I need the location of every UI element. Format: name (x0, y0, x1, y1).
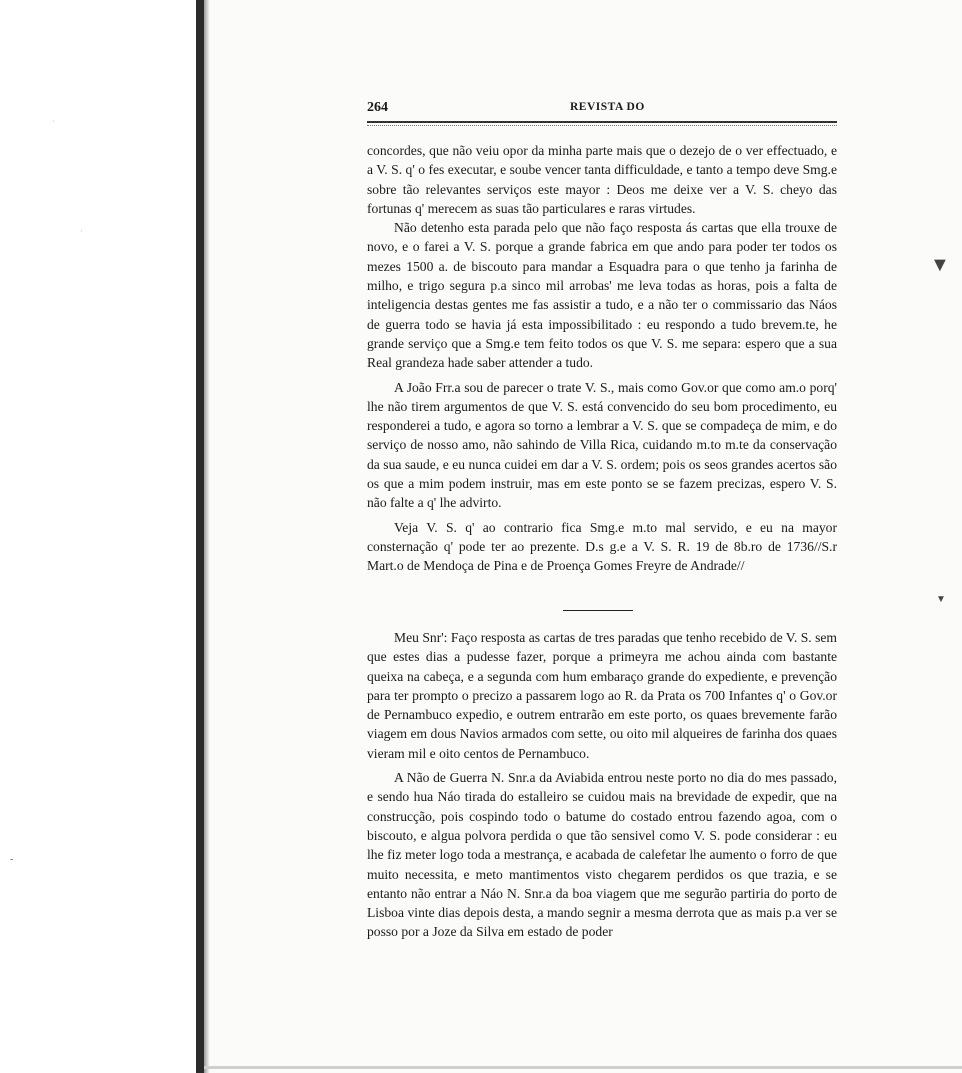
book-gutter-shadow (196, 0, 204, 1073)
paragraph: Não detenho esta parada pelo que não faço resposta ás cartas que ella trouxe de novo, e o farei a V. S. porque a grande fabrica em que ando para poder ter todos os mezes 1500 a. de biscouto para mandar a Esquadra para o que tenho ja farinha de milho, e trigo segura p.a sinco mil arrobas' me leva todas as horas, pois a falta de inteligencia destas gentes me fas assistir a tudo, e a não ter o commissario das Náos de guerra todo se havia já esta impossibilitado : eu respondo a tudo brevem.te, he grande serviço que a Smg.e tem feito todos os que V. S. me separa: espero que a sua Real grandeza hade saber attender a tudo. (367, 220, 837, 371)
text-block-letter-end (367, 141, 837, 576)
paragraph: Veja V. S. q' ao contrario fica Smg.e m.to mal servido, e eu na mayor consternação q' pode ter ao prezente. D.s g.e a V. S. R. 19 de 8b.ro de 1736//S.r Mart.o de Mendoça de Pina e de Proença Gomes Freyre de Andrade// (367, 519, 837, 574)
paragraph: concordes, que não veiu opor da minha parte mais que o dezejo de o ver effectuado, e a V. S. q' o fes executar, e soube vencer tanta difficuldade, e tanto a tempo deve Smg.e sobre tão relevantes serviços este mayor : Deos me deixe ver a V. S. cheyo das fortunas q' merecem as suas tão particulares e raras virtudes. (367, 143, 837, 216)
paragraph: Meu Snr': Faço resposta as cartas de tres paradas que tenho recebido de V. S. sem que estes dias a pudesse fazer, porque a primeyra me achou ainda com bastante queixa na cabeça, e a segunda com hum embaraço grande do expediente, e prevenção para ter prompto o precizo a passarem logo ao R. da Prata os 700 Infantes q' o Gov.or de Pernambuco expedio, e outrem entrarão em este porto, os quaes brevemente farão viagem em dous Navios armados com sette, ou oito mil alqueires de farinha dos quaes vieram mil e oito centos de Pernambuco. (367, 630, 837, 761)
paragraph: A Não de Guerra N. Snr.a da Aviabida entrou neste porto no dia do mes passado, e sendo hua Náo tirada do estalleiro se cuidou mais na brevidade de expedir, que na construcção, pois cospindo todo o batume do costado entrou fazendo agoa, com o biscouto, e algua polvora perdida o que tão sensivel como V. S. pode considerar : eu lhe fiz meter logo toda a mestrança, e acabada de calefetar lhe aumento o forro de que muito necessita, e meto mantimentos visto chegarem perdidos os que trazia, e se entanto não entrar a Náo N. Snr.a da boa viagem que me segurão partiria do porto de Lisboa vinte dias depois desta, a mando segnir a mesma derrota que as mais p.a ver se posso por a Joze da Silva em estado de poder (367, 770, 837, 940)
page-bottom-edge (204, 1066, 962, 1069)
header-rule (367, 121, 837, 123)
section-divider (563, 610, 633, 611)
page-header (367, 100, 837, 120)
header-rule-dotted (367, 125, 837, 126)
text-block-new-letter (367, 628, 837, 942)
paragraph: A João Frr.a sou de parecer o trate V. S., mais como Gov.or que como am.o porq' lhe não tirem argumentos de que V. S. está convencido do seu bom procedimento, eu responderei a tudo, e agora so torno a lembrar a V. S. que se compadeça de mim, e do serviço de nosso amo, não sahindo de Villa Rica, cuidando m.to m.te da conservação da sua saude, e eu nunca cuidei em dar a V. S. ordem; pois os seos grandes acertos são os que a mim podem instruir, mas em este ponto se se fazem precizas, espero V. S. não falte a q' lhe advirto. (367, 379, 837, 511)
margin-speck: - (10, 854, 14, 865)
margin-speck: · (52, 117, 55, 126)
margin-mark: ▼ (936, 594, 946, 605)
margin-mark: ▼ (930, 254, 950, 276)
margin-speck: · (80, 227, 83, 236)
running-head: REVISTA DO (570, 101, 645, 113)
page-number: 264 (367, 100, 388, 115)
